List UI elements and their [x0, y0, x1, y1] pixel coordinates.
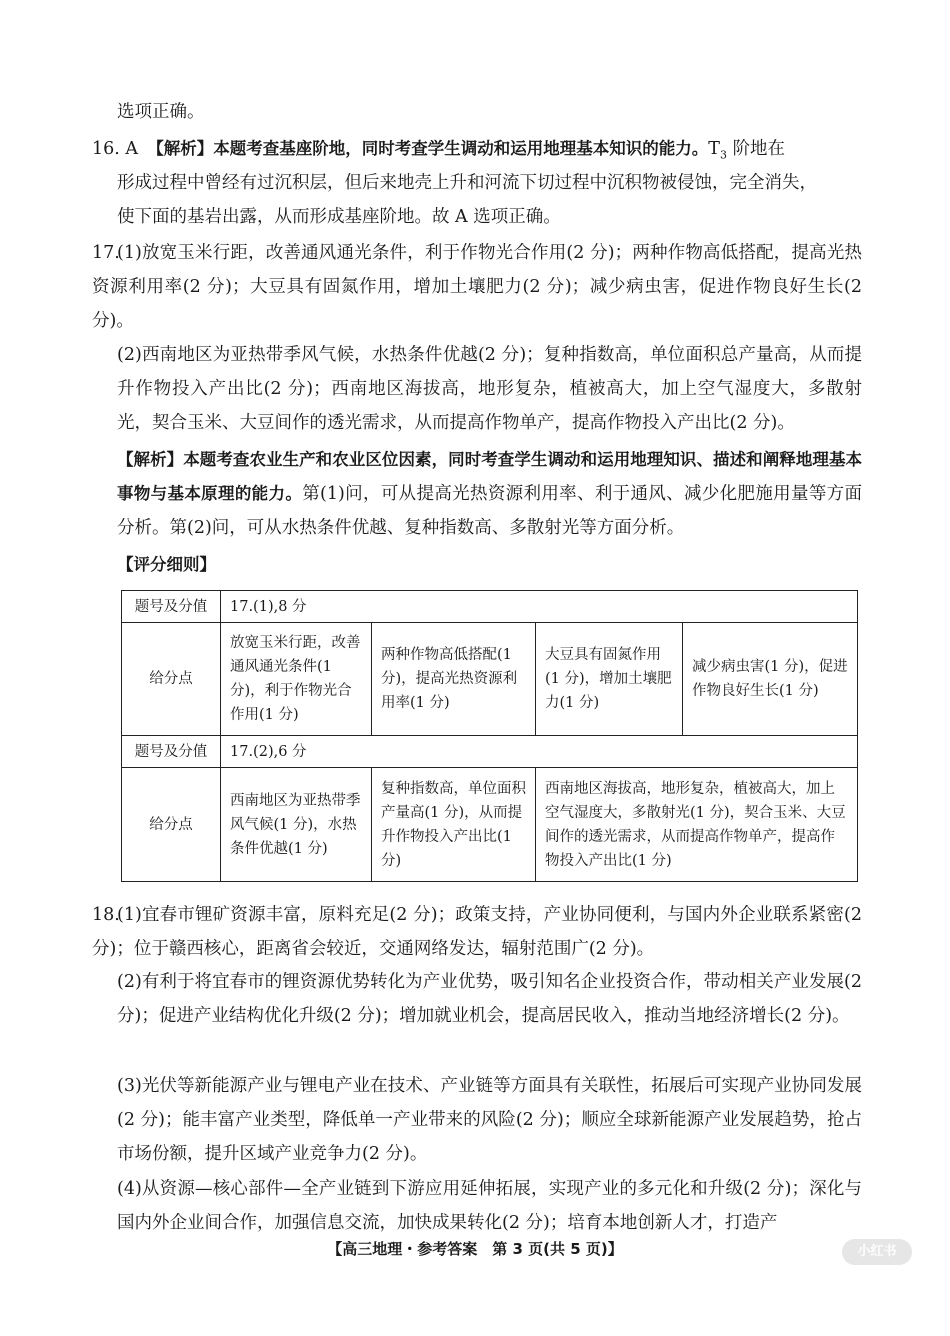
cell-score: 17.(1),8 分 — [221, 591, 858, 623]
q17-part2: (2)西南地区为亚热带季风气候，水热条件优越(2 分)；复种指数高，单位面积总产量高，从而提升作物投入产出比(2 分)；西南地区海拔高，地形复杂，植被高大，加上空气湿度大，多散射光，契合玉米、大豆间作的透光需求，从而提高作物单产，提高作物投入产出比(2 分)。 — [117, 345, 862, 433]
rubric-title: 【评分细则】 — [117, 555, 216, 574]
q16-line2: 形成过程中曾经有过沉积层，但后来地壳上升和河流下切过程中沉积物被侵蚀，完全消失， — [117, 173, 817, 193]
watermark-badge: 小红书 — [842, 1239, 912, 1265]
q18-part1: (1)宜春市锂矿资源丰富，原料充足(2 分)；政策支持，产业协同便利，与国内外企业联系紧密(2 分)；位于赣西核心，距离省会较近，交通网络发达，辐射范围广(2 分)。 — [92, 905, 862, 959]
q16-text-a: 阶地在 — [732, 139, 786, 159]
cell-point: 两种作物高低搭配(1 分)，提高光热资源利用率(1 分) — [372, 623, 536, 736]
cell-point: 西南地区为亚热带季风气候(1 分)，水热条件优越(1 分) — [221, 768, 372, 882]
q17-analysis-bold: 【解析】本题考查农业生产和农业区位因素，同时考查学生调动和运用地理知识、描述和阐释地理基本事物与基本原理的能力。 — [117, 450, 862, 503]
cell-point: 复种指数高，单位面积产量高(1 分)，从而提升作物投入产出比(1 分) — [372, 768, 536, 882]
cell-point: 放宽玉米行距，改善通风通光条件(1 分)，利于作物光合作用(1 分) — [221, 623, 372, 736]
q18-number: 18. — [92, 905, 120, 925]
q18-part1-block — [92, 898, 862, 966]
cell-point: 大豆具有固氮作用(1 分)，增加土壤肥力(1 分) — [536, 623, 683, 736]
cell-label: 给分点 — [122, 768, 221, 882]
cell-score: 17.(2),6 分 — [221, 736, 858, 768]
table-row — [122, 623, 858, 736]
q17-part1: (1)放宽玉米行距，改善通风通光条件，利于作物光合作用(2 分)；两种作物高低搭配，提高光热资源利用率(2 分)；大豆具有固氮作用，增加土壤肥力(2 分)；减少病虫害，促进作物良好生长(2 分)。 — [92, 243, 862, 331]
q16-line3: 使下面的基岩出露，从而形成基座阶地。故 A 选项正确。 — [117, 207, 561, 227]
scoring-table — [121, 590, 858, 882]
cell-point: 西南地区海拔高，地形复杂，植被高大，加上空气湿度大，多散射光(1 分)，契合玉米、大豆间作的透光需求，从而提高作物单产，提高作物投入产出比(1 分) — [536, 768, 858, 882]
q16-analysis-label: 【解析】本题考查基座阶地，同时考查学生调动和运用地理基本知识的能力。 — [155, 139, 709, 158]
q18-part3: (3)光伏等新能源产业与锂电产业在技术、产业链等方面具有关联性，拓展后可实现产业协同发展(2 分)；能丰富产业类型，降低单一产业带来的风险(2 分)；顺应全球新能源产业发展趋势，抢占市场份额，提升区域产业竞争力(2 分)。 — [117, 1076, 862, 1164]
q16-number: 16. A — [92, 139, 139, 159]
table-row — [122, 768, 858, 882]
page-footer: 【高三地理・参考答案 第 3 页(共 5 页)】 — [327, 1240, 623, 1258]
table-row — [122, 591, 858, 623]
q15-tail: 选项正确。 — [117, 102, 205, 122]
q18-part2: (2)有利于将宜春市的锂资源优势转化为产业优势，吸引知名企业投资合作，带动相关产业发展(2 分)；促进产业结构优化升级(2 分)；增加就业机会，提高居民收入，推动当地经济增长(2 分)。 — [117, 972, 862, 1026]
cell-label: 题号及分值 — [122, 591, 221, 623]
q17-analysis — [117, 443, 862, 545]
q17-analysis-rest: 第(1)问，可从提高光热资源利用率、利于通风、减少化肥施用量等方面分析。第(2)问，可从水热条件优越、复种指数高、多散射光等方面分析。 — [117, 484, 863, 538]
cell-point: 减少病虫害(1 分)，促进作物良好生长(1 分) — [683, 623, 858, 736]
table-row — [122, 736, 858, 768]
q16-t-sub: 3 — [719, 148, 727, 162]
q16-t-letter: T — [708, 139, 720, 159]
cell-label: 给分点 — [122, 623, 221, 736]
cell-label: 题号及分值 — [122, 736, 221, 768]
q17-part1-block — [92, 236, 862, 338]
q18-part4: (4)从资源—核心部件—全产业链到下游应用延伸拓展，实现产业的多元化和升级(2 分)；深化与国内外企业间合作，加强信息交流，加快成果转化(2 分)；培育本地创新人才，打造产 — [117, 1179, 862, 1233]
q17-number: 17. — [92, 243, 120, 263]
